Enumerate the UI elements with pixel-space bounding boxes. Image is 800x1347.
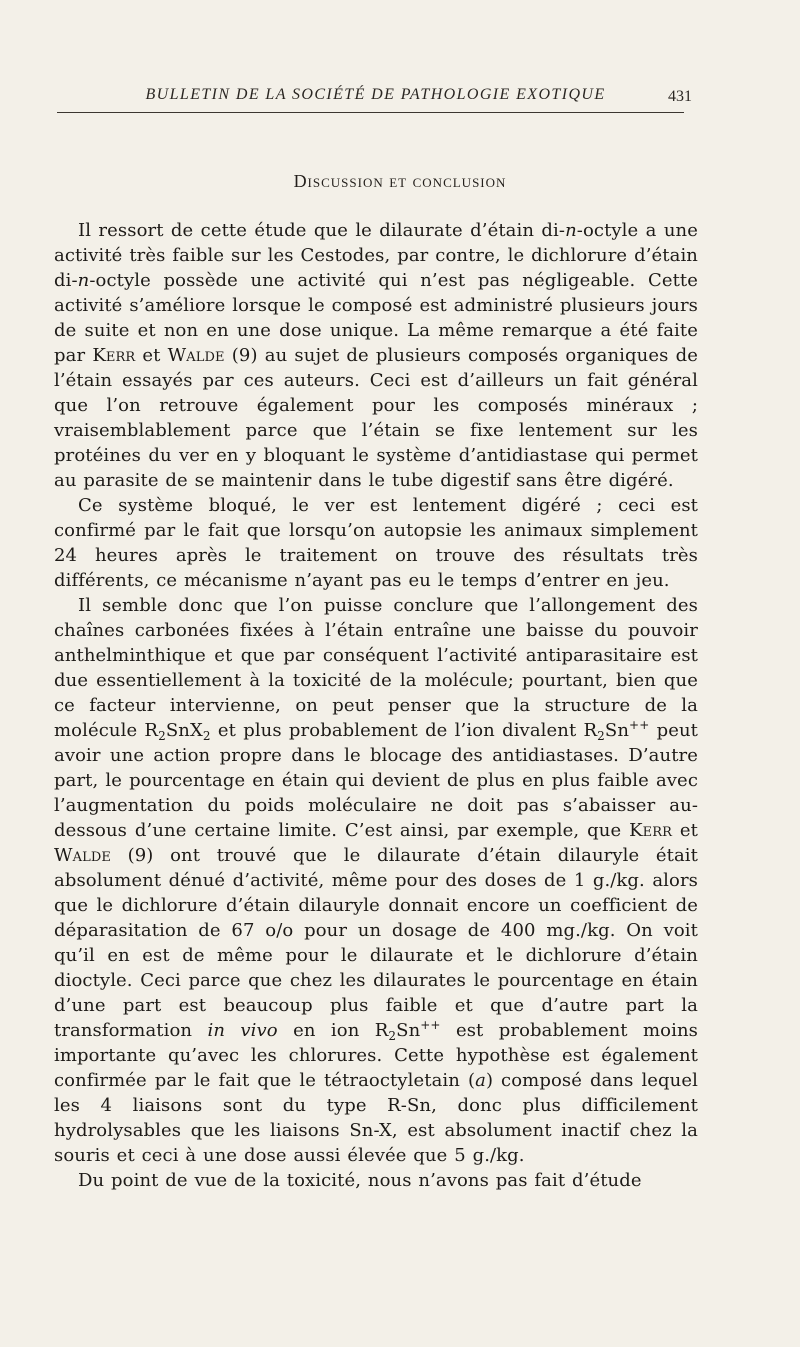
article-body [54, 218, 698, 1193]
p3-sn-2: Sn [396, 1020, 421, 1041]
p3-text-e: (9) ont trouvé que le dilaurate d’étain dilauryle était absolument dénué d’activité, même pour des doses de 1 g./kg. alors que le dichlorure d’étain dilauryle donnait encore un coefficient de déparasitation de 67 o/o pour un dosage de 400 mg./kg. On voit qu’il en est de même pour le dilaurate et le dichlorure d’étain dioctyle. Ceci parce que chez les dilaurates le pourcentage en étain d’une part est beaucoup plus faible et que d’autre part la transformation [54, 845, 698, 1041]
p3-author-walde: Walde [54, 845, 111, 866]
p1-author-walde: Walde [167, 345, 225, 366]
p3-snx: SnX [165, 720, 203, 741]
paragraph-4 [54, 1168, 698, 1193]
p3-text-a: Il semble donc que l’on puisse conclure que l’allongement des chaînes carbonées fixées à l’étain entraîne une baisse du pouvoir anthelminthique et que par conséquent l’activité antiparasitaire est due essentiellement à la toxicité de la molécule; pourtant, bien que ce facteur intervienne, on peut penser que la structure de la molécule R [54, 595, 698, 741]
paragraph-2 [54, 493, 698, 593]
p1-text-b: -octyle a une activité très faible sur les Cestodes, par contre, le dichlorure d’étain di- [54, 220, 698, 291]
p1-author-kerr: Kerr [92, 345, 136, 366]
p3-subscript-2b: 2 [202, 729, 211, 743]
p4-text: Du point de vue de la toxicité, nous n’avons pas fait d’étude [78, 1170, 642, 1191]
p3-text-d: et [672, 820, 698, 841]
p3-author-kerr: Kerr [629, 820, 673, 841]
p3-text-g: est probablement moins importante qu’avec les chlorures. Cette hypothèse est également confirmée par le fait que le tétraoctyletain ( [54, 1020, 698, 1091]
running-head-title: BULLETIN DE LA SOCIÉTÉ DE PATHOLOGIE EXOTIQUE [145, 86, 606, 103]
p3-text-c: peut avoir une action propre dans le blocage des antidiastases. D’autre part, le pourcentage en étain qui devient de plus en plus faible avec l’augmentation du poids moléculaire ne doit pas s’abaisser au-dessous d’une certaine limite. C’est ainsi, par exemple, que [54, 720, 698, 841]
p3-text-b: et plus probablement de l’ion divalent R [210, 720, 598, 741]
p3-text-f: en ion R [277, 1020, 389, 1041]
p1-text-c: -octyle possède une activité qui n’est pas négligeable. Cette activité s’améliore lorsque le composé est administré plusieurs jours de suite et non en une dose unique. La même remarque a été faite par [54, 270, 698, 366]
p3-subscript-2c: 2 [597, 729, 605, 743]
p3-superscript-plus-2: ++ [420, 1018, 441, 1032]
p1-italic-n-1: n [565, 220, 577, 241]
section-title: Discussion et conclusion [293, 171, 507, 191]
page-number: 431 [668, 88, 692, 105]
p3-superscript-plus-1: ++ [629, 718, 650, 732]
p3-subscript-2d: 2 [388, 1029, 397, 1043]
p3-italic-in-vivo: in vivo [207, 1020, 278, 1041]
p3-italic-a: a [475, 1070, 486, 1091]
p1-text-e: (9) au sujet de plusieurs composés organiques de l’étain essayés par ces auteurs. Ceci est d’ailleurs un fait général que l’on retrouve également pour les composés minéraux ; vraisemblablement parce que l’étain se fixe lentement sur les protéines du ver en y bloquant le système d’antidiastase qui permet au parasite de se maintenir dans le tube digestif sans être digéré. [54, 345, 698, 491]
p2-text: Ce système bloqué, le ver est lentement digéré ; ceci est confirmé par le fait que lorsqu’on autopsie les animaux simplement 24 heures après le traitement on trouve des résultats très différents, ce mécanisme n’ayant pas eu le temps d’entrer en jeu. [54, 495, 698, 591]
p1-italic-n-2: n [77, 270, 90, 291]
paragraph-1 [54, 218, 698, 493]
p3-sn-1: Sn [604, 720, 630, 741]
p1-text-d: et [135, 345, 168, 366]
p1-text-a: Il ressort de cette étude que le dilaurate d’étain di- [78, 220, 566, 241]
header-rule [57, 112, 684, 113]
paragraph-3 [54, 593, 698, 1168]
p3-subscript-2a: 2 [158, 729, 166, 743]
p3-text-h: ) composé dans lequel les 4 liaisons sont du type R-Sn, donc plus difficilement hydrolysables que les liaisons Sn-X, est absolument inactif chez la souris et ceci à une dose aussi élevée que 5 g./kg. [54, 1070, 698, 1166]
